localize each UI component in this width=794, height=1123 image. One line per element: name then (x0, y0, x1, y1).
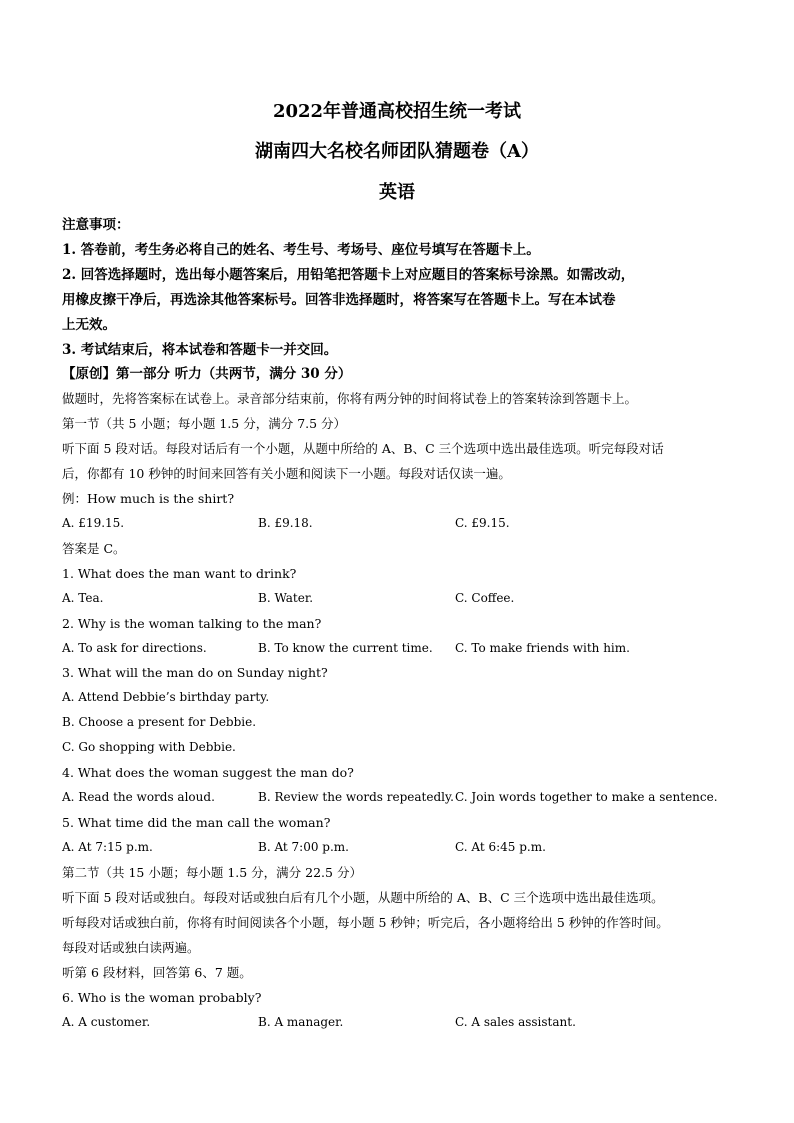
notice-item-2-cont: 用橡皮擦干净后，再选涂其他答案标号。回答非选择题时，将答案写在答题卡上。写在本试卷 (62, 292, 616, 308)
section2-heading: 第二节（共 15 小题；每小题 1.5 分，满分 22.5 分） (62, 865, 362, 880)
example-option-a: A. £19.15. (62, 516, 125, 530)
notice-item-2: 2. 回答选择题时，选出每小题答案后，用铅笔把答题卡上对应题目的答案标号涂黑。如需改动， (62, 267, 635, 283)
q1-option-a: A. Tea. (62, 591, 104, 605)
question-1: 1. What does the man want to drink? (62, 566, 297, 581)
example-answer: 答案是 C。 (62, 541, 126, 556)
q6-option-c: C. A sales assistant. (455, 1015, 576, 1029)
q3-option-a: A. Attend Debbie’s birthday party. (62, 690, 270, 704)
question-4: 4. What does the woman suggest the man do? (62, 765, 354, 780)
notice-item-1: 1. 答卷前，考生务必将自己的姓名、考生号、考场号、座位号填写在答题卡上。 (62, 242, 540, 258)
q1-option-b: B. Water. (258, 591, 314, 605)
part1-heading: 【原创】第一部分 听力（共两节，满分 30 分） (62, 366, 352, 382)
question-3: 3. What will the man do on Sunday night? (62, 665, 328, 680)
exam-subtitle: 湖南四大名校名师团队猜题卷（A） (255, 141, 539, 162)
q5-option-b: B. At 7:00 p.m. (258, 840, 349, 854)
material-6-heading: 听第 6 段材料，回答第 6、7 题。 (62, 965, 252, 980)
q3-option-c: C. Go shopping with Debbie. (62, 740, 236, 754)
section1-instructions: 听下面 5 段对话。每段对话后有一个小题，从题中所给的 A、B、C 三个选项中选出最佳选项。听完每段对话 (62, 441, 664, 456)
q6-option-a: A. A customer. (62, 1015, 151, 1029)
subject-title: 英语 (379, 182, 415, 203)
notice-heading: 注意事项： (62, 217, 130, 233)
example-question: 例：How much is the shirt? (62, 491, 235, 506)
notice-item-3: 3. 考试结束后，将本试卷和答题卡一并交回。 (62, 342, 338, 358)
section2-instructions-cont: 听每段对话或独白前，你将有时间阅读各个小题，每小题 5 秒钟；听完后，各小题将给出 5 秒钟的作答时间。 (62, 915, 669, 930)
q4-option-c: C. Join words together to make a sentence. (455, 790, 718, 804)
q4-option-a: A. Read the words aloud. (62, 790, 215, 804)
q5-option-a: A. At 7:15 p.m. (62, 840, 153, 854)
q2-option-b: B. To know the current time. (258, 641, 433, 655)
part1-intro: 做题时，先将答案标在试卷上。录音部分结束前，你将有两分钟的时间将试卷上的答案转涂到答题卡上。 (62, 391, 638, 406)
example-option-c: C. £9.15. (455, 516, 510, 530)
question-2: 2. Why is the woman talking to the man? (62, 616, 322, 631)
question-5: 5. What time did the man call the woman? (62, 815, 331, 830)
section1-heading: 第一节（共 5 小题；每小题 1.5 分，满分 7.5 分） (62, 416, 347, 431)
exam-title: 2022年普通高校招生统一考试 (272, 101, 522, 122)
q1-option-c: C. Coffee. (455, 591, 515, 605)
q2-option-c: C. To make friends with him. (455, 641, 630, 655)
notice-item-2-end: 上无效。 (62, 317, 116, 333)
q6-option-b: B. A manager. (258, 1015, 344, 1029)
section2-instructions-end: 每段对话或独白读两遍。 (62, 940, 200, 955)
section2-instructions: 听下面 5 段对话或独白。每段对话或独白后有几个小题，从题中所给的 A、B、C 三个选项中选出最佳选项。 (62, 890, 664, 905)
section1-instructions-cont: 后，你都有 10 秒钟的时间来回答有关小题和阅读下一小题。每段对话仅读一遍。 (62, 466, 511, 481)
q4-option-b: B. Review the words repeatedly. (258, 790, 454, 804)
q5-option-c: C. At 6:45 p.m. (455, 840, 546, 854)
question-6: 6. Who is the woman probably? (62, 990, 262, 1005)
q2-option-a: A. To ask for directions. (62, 641, 207, 655)
q3-option-b: B. Choose a present for Debbie. (62, 715, 257, 729)
example-option-b: B. £9.18. (258, 516, 313, 530)
